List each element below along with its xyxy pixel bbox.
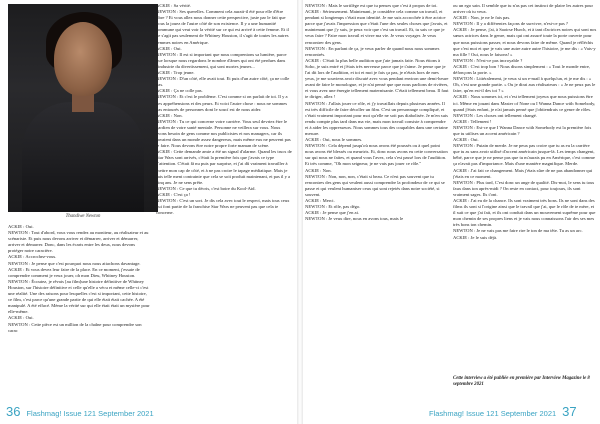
interview-paragraph: NEWTON : En parlant de ça, je veux parler de quand nous nous sommes rencontrés. [305,45,440,57]
interview-paragraph: NEWTON : Je veux dire, nous en avons tous, mais le [305,216,404,222]
interview-paragraph: ACKIE : Merci. [305,198,335,203]
interview-paragraph: NEWTON : Il est si important que nous comprenions sa lumière, parce que lorsque nous regardons le nombre d'âmes qui ont été perdues dans l'industrie du divertissement, qui sont mortes jeunes... [156,51,287,69]
interview-paragraph: NEWTON : Ce que tu décris, c'est boire du Kool-Aid. [156,185,256,191]
interview-credit: Cette interview a été publiée en première par Interview Magazine le 8 septembre 2021 [453,376,590,387]
right-page [303,0,600,424]
interview-paragraph: NEWTON : Ses querelles. Comment cela aurait-il été pour elle d'être libre ? Et vous allez nous donner cette perspective, juste par le fait que vous la jouez de l'autre côté de son existence. Il y a une humanité commune qui veut voir la vérité sur ce qui est arrivé à cette femme. Et il ne s'agit pas seulement de Whitney Houston, il s'agit de toutes les autres femmes noires en Amérique. [156,9,289,45]
interview-paragraph: ACKIE : Accrochez-vous. [8,254,57,260]
page-number: 36 [6,404,21,419]
interview-paragraph: ACKIE : Oui. [8,224,34,229]
interview-paragraph: ACKIE : Je pense que j'en ai. [305,210,360,216]
footer-issue-text: Flashmag! Issue 121 September 2021 [429,409,557,418]
page-number: 37 [562,404,577,419]
interview-paragraph: NEWTON : Les choses ont tellement changé. [453,112,537,118]
interview-paragraph: ACKIE : Oui. [156,45,182,51]
footer-issue-text: Flashmag! Issue 121 September 2021 [26,409,154,418]
interview-paragraph: ACKIE : Non, je ne le fais pas. [453,15,511,21]
interview-paragraph: ACKIE : Je pense, j'ai, à Saoirse Hurch, et à tant d'actrices noires qui sont nos sœurs actrices dans le genre, mais qui ont assuré toute la porte ouverte pour que nous puissions passer, et nous devons faire de même. Quand je réfléchis que c'est moi et que je vais une autre autre autre l'histoire, je me dis : « Vais-y ma fille ! Oui, nous le faisons! » [453,27,597,57]
left-page-column-2 [156,3,292,397]
interview-paragraph: NEWTON : Tu ce qui concerne votre carrière. Vous seul devriez être le gardien de votre santé mentale. Personne ne veillera sur vous. Nous avons besoin de gens comme nos publicistes et nos managers, car ils savaient dans un monde assez dangereux, mais même eux ne peuvent pas le faire. Nous devons être notre propre forte maman de scène. [156,118,291,149]
interview-paragraph: ACKIE : J'ai fait ce changement. Mais j'étais sûre de ne pas abandonner qui j'étais en ce moment. [453,167,593,179]
interview-paragraph: NEWTON : Et rôle, pas dégo. [305,204,361,210]
interview-paragraph: ACKIE : Oui, nous le sommes. [305,137,363,143]
interview-paragraph: NEWTON : D'un côté, elle avait tout. Et puis d'un autre côté, ça ne colle pas. [156,76,290,88]
left-page-column-1 [8,224,150,396]
interview-paragraph: NEWTON : Écoutez, je rêvais [au film]une histoire définitive de Whitney Houston, sur l'histoire définitive et celle qu'elle a vécu et même celle-ci c'est une réalité. Une des raisons pour lesquelles c'est si important, cette histoire, ce film, c'est parce qu'une grande partie de qui elle était était cachée. A été manipulé. A été effacé. Mème la vérité sur qui elle était était un mystère pour elle-même. [8,278,150,315]
interview-paragraph: ACKIE : Tellement ! [453,118,492,124]
interview-paragraph: ACKIE : Et vous devez leur faire de la place. En ce moment, j'essaie de comprendre comment je veux jouer, oh mon Dieu, Whitney Houston. [8,266,140,278]
left-page-footer [6,404,154,419]
interview-paragraph: NEWTON : Je pense que c'est pourquoi nous nous attachons davantage. [8,260,141,266]
portrait-photo [8,4,158,212]
right-page-column-2 [453,3,597,373]
interview-paragraph: ou un ego sain. Il semble que tu n'as pas cet instinct de plaire les autres pour arriver où tu veux. [453,3,594,15]
interview-paragraph: ACKIE : C'est trop bon ! Nous disons simplement : « Tout le monde entre, défonçons la porte. » [453,63,591,76]
right-page-column-1 [305,3,449,399]
interview-paragraph: NEWTON : Il y a différentes façons de survivre, n'est-ce pas ? [453,21,568,27]
interview-paragraph: ACKIE : C'est ça ! [156,191,191,197]
interview-paragraph: ACKIE : Cette demande amie a été un signal d'alarme. Quand les trucs de Star Wars sont arrivés, c'était la première fois que j'avais ce type d'attention. C'était fâ nu puis par surprise, et j'ai dû vraiment travailler à mettre mon cap de côté, et à ne pas croire le tapage médiatique. Mais je sais telle ment contrainte que cela se soit produit maintenant, et pas il y a cinq ans. Je ne sens prête. [156,149,292,185]
interview-paragraph: ACKIE : Non. [156,112,183,118]
interview-paragraph: ACKIE : Trop jeune. [156,70,195,76]
interview-paragraph: NEWTON : Non, non, non, c'était si beau. Ce n'est pas souvent que tu rencontres des gens qui veulent aussi comprendre la profondeur de ce qui se passe et qui veulent humaniser ceux qui sont rejetés dans notre société, si souvent. [305,173,445,197]
interview-paragraph: ACKIE : Sa vérité. [156,3,191,8]
interview-paragraph: NEWTON : Mais le sortilège est que tu penses que c'est à propos de toi. [305,3,438,8]
interview-paragraph: ACKIE : Oui. [453,137,479,143]
interview-paragraph: NEWTON : Littéralement, je veux si un e-mail à quelqu'un, et je me dis : « Oh, c'est une grande partie. » Ou je dirai aux réalisateurs : « Je ne peux pas le faire, qu'en est-il des toi ? » [453,76,596,94]
interview-paragraph: NEWTON : N'est-ce pas incroyable ? [453,57,523,63]
interview-paragraph: NEWTON : Je ne vais pas me faire rire le ton de ma tête. Tu as un arc. [453,228,583,234]
left-page [0,0,297,424]
interview-paragraph: NEWTON : Et c'est le problème. C'est comme si on parlait de toi. Il y a des appréhensions et des peurs. Et voici l'autre chose : nous ne sommes pas entourés de personnes dont le soucí est de nous aider. [156,94,288,112]
interview-paragraph: NEWTON : Cette pièce est un million de la chaîne pour comprendre son carac [8,321,142,333]
interview-paragraph: NEWTON : C'est un sort. Je dis cela avec tout le respect, mais tous ceux qui font partie de la franchise Star Wars ne peuvent pas que cela te concerne. [156,198,290,216]
interview-paragraph: NEWTON : Est-ce que I Wanna Dance with Somebody est la première fois que tu utilises un accent américain ? [453,124,592,136]
interview-paragraph: NEWTON : Cela dépend jusqu'où nous avons été poussés ou à quel point nous avons été blessés ou meurtris. Et, donc nous avons eu cette conversation sur qui nous ne faites, et quand vous l'avez, cela s'est passé lors de l'audition. Et très comme, "Oh mon seigneur, je ne vais pas jouer ce rôle." [305,143,448,167]
interview-paragraph: ACKIE : Je le suis déjà. [453,234,498,240]
interview-paragraph: ACKIE : Ça ne colle pas. [156,88,203,94]
interview-paragraph: NEWTON : Putain de merde. Je ne peux pas croire que tu as eu la carrière que tu as sans avoir utilisé d'accent américain jusque-là. Les temps changent, bébé, parce que je ne pense pas que tu m'aurais pu en Amérique, c'est comme ça n'avait pas d'importance. Mais d'une manière magnifique. Merde. [453,143,595,167]
interview-paragraph: NEWTON : Tout d'abord, vous vous rendez au moniteur, au réalisateur et au scénariste. Et puis nous devons arriver et démarrer, arriver et démarrer, arriver et démarrer. Donc, dans les écarts entre les deux, nous devons protéger notre caractère. [8,230,149,254]
interview-paragraph: NEWTON : J'allais jouer ce rôle, et j'y travaillais depuis plusieurs années. Il est très difficile de faire décoller un film. C'est un personnage compliqué, et c'était vraiment important pour moi qu'elle ne soit pas diabolisée. Je m'en suis rendu compte plus tard dans ma vie, mais mon travail consiste à comprendre et à aider les oppresseurs. Nous sommes tous des coupables dans une certaine mesure. [305,100,448,136]
interview-paragraph: ACKIE : J'ai eu de la chance. Ils sont vraiment très bons. Ils ne sont dans des films ils sont si l'origine ainsi que le travail que j'ai, que le rôle de te mère, et il suit ce que j'ai fait, et ils ont conduit dans un mouvement suprême pour que mon chemin de ses propres liens et je vais nous connaissons l'air des ses mes très bons ton chemin. [453,198,596,228]
photo-caption: Thandiwe Newton [65,214,101,219]
interview-paragraph: ACKIE : Sérieusement. Maintenant, je considère cela comme un travail, et pendant si longtemps c'était mon identité. Je me suis accrochée à être actrice parce que j'avais l'impression que c'était l'une des seules choses que j'avais, et maintenant que j'y suis, je peux voir que c'est un travail. Et, tu sais ce que je veux faire ? Faire mon travail et vivre ma vie. Je veux voyager. Je veux rencontrer des gens. [305,9,448,45]
interview-paragraph: ACKIE : Non. [305,167,332,173]
interview-paragraph: NEWTON : Plus tard, C'est donc un ange de qualité. Dis-moi, le sens tu tous faux dans ton après-midi ? On reste en contact, pour toujours, ils sont vraiment sages. Ils t'ont. [453,179,595,197]
right-page-footer [429,404,577,419]
interview-paragraph: ACKIE : C'était la plus belle audition que j'aie jamais faite. Nous étions à Soho, je suis entré et j'étais très nerveuse parce que je t'aime. Je pense que je l'ai dit lors de l'audition, et toi et moi je fais ça pas, je n'étais hors de mes yeux, je me souviens avoir discuté avec vous pendant environ une demi-heure avant de faire le monologue, et je n'ai pensé que que nous parlions de rivières, et vous avez une énergie tellement maternisante. C'était tellement beau. Il faut te diriger, allez ! [305,57,449,100]
interview-paragraph: ACKIE : Oui. [8,315,34,321]
interview-paragraph: ACKIE : Nous sommes ici, et c'est tellement joyeux que nous puissions être ici. Même en jouant dans Master of None ou I Wanna Dance with Somebody, quand j'étais enfant, je n'ai jamais pensé que j'obtiendrais ce genre de rôles. [453,94,596,112]
